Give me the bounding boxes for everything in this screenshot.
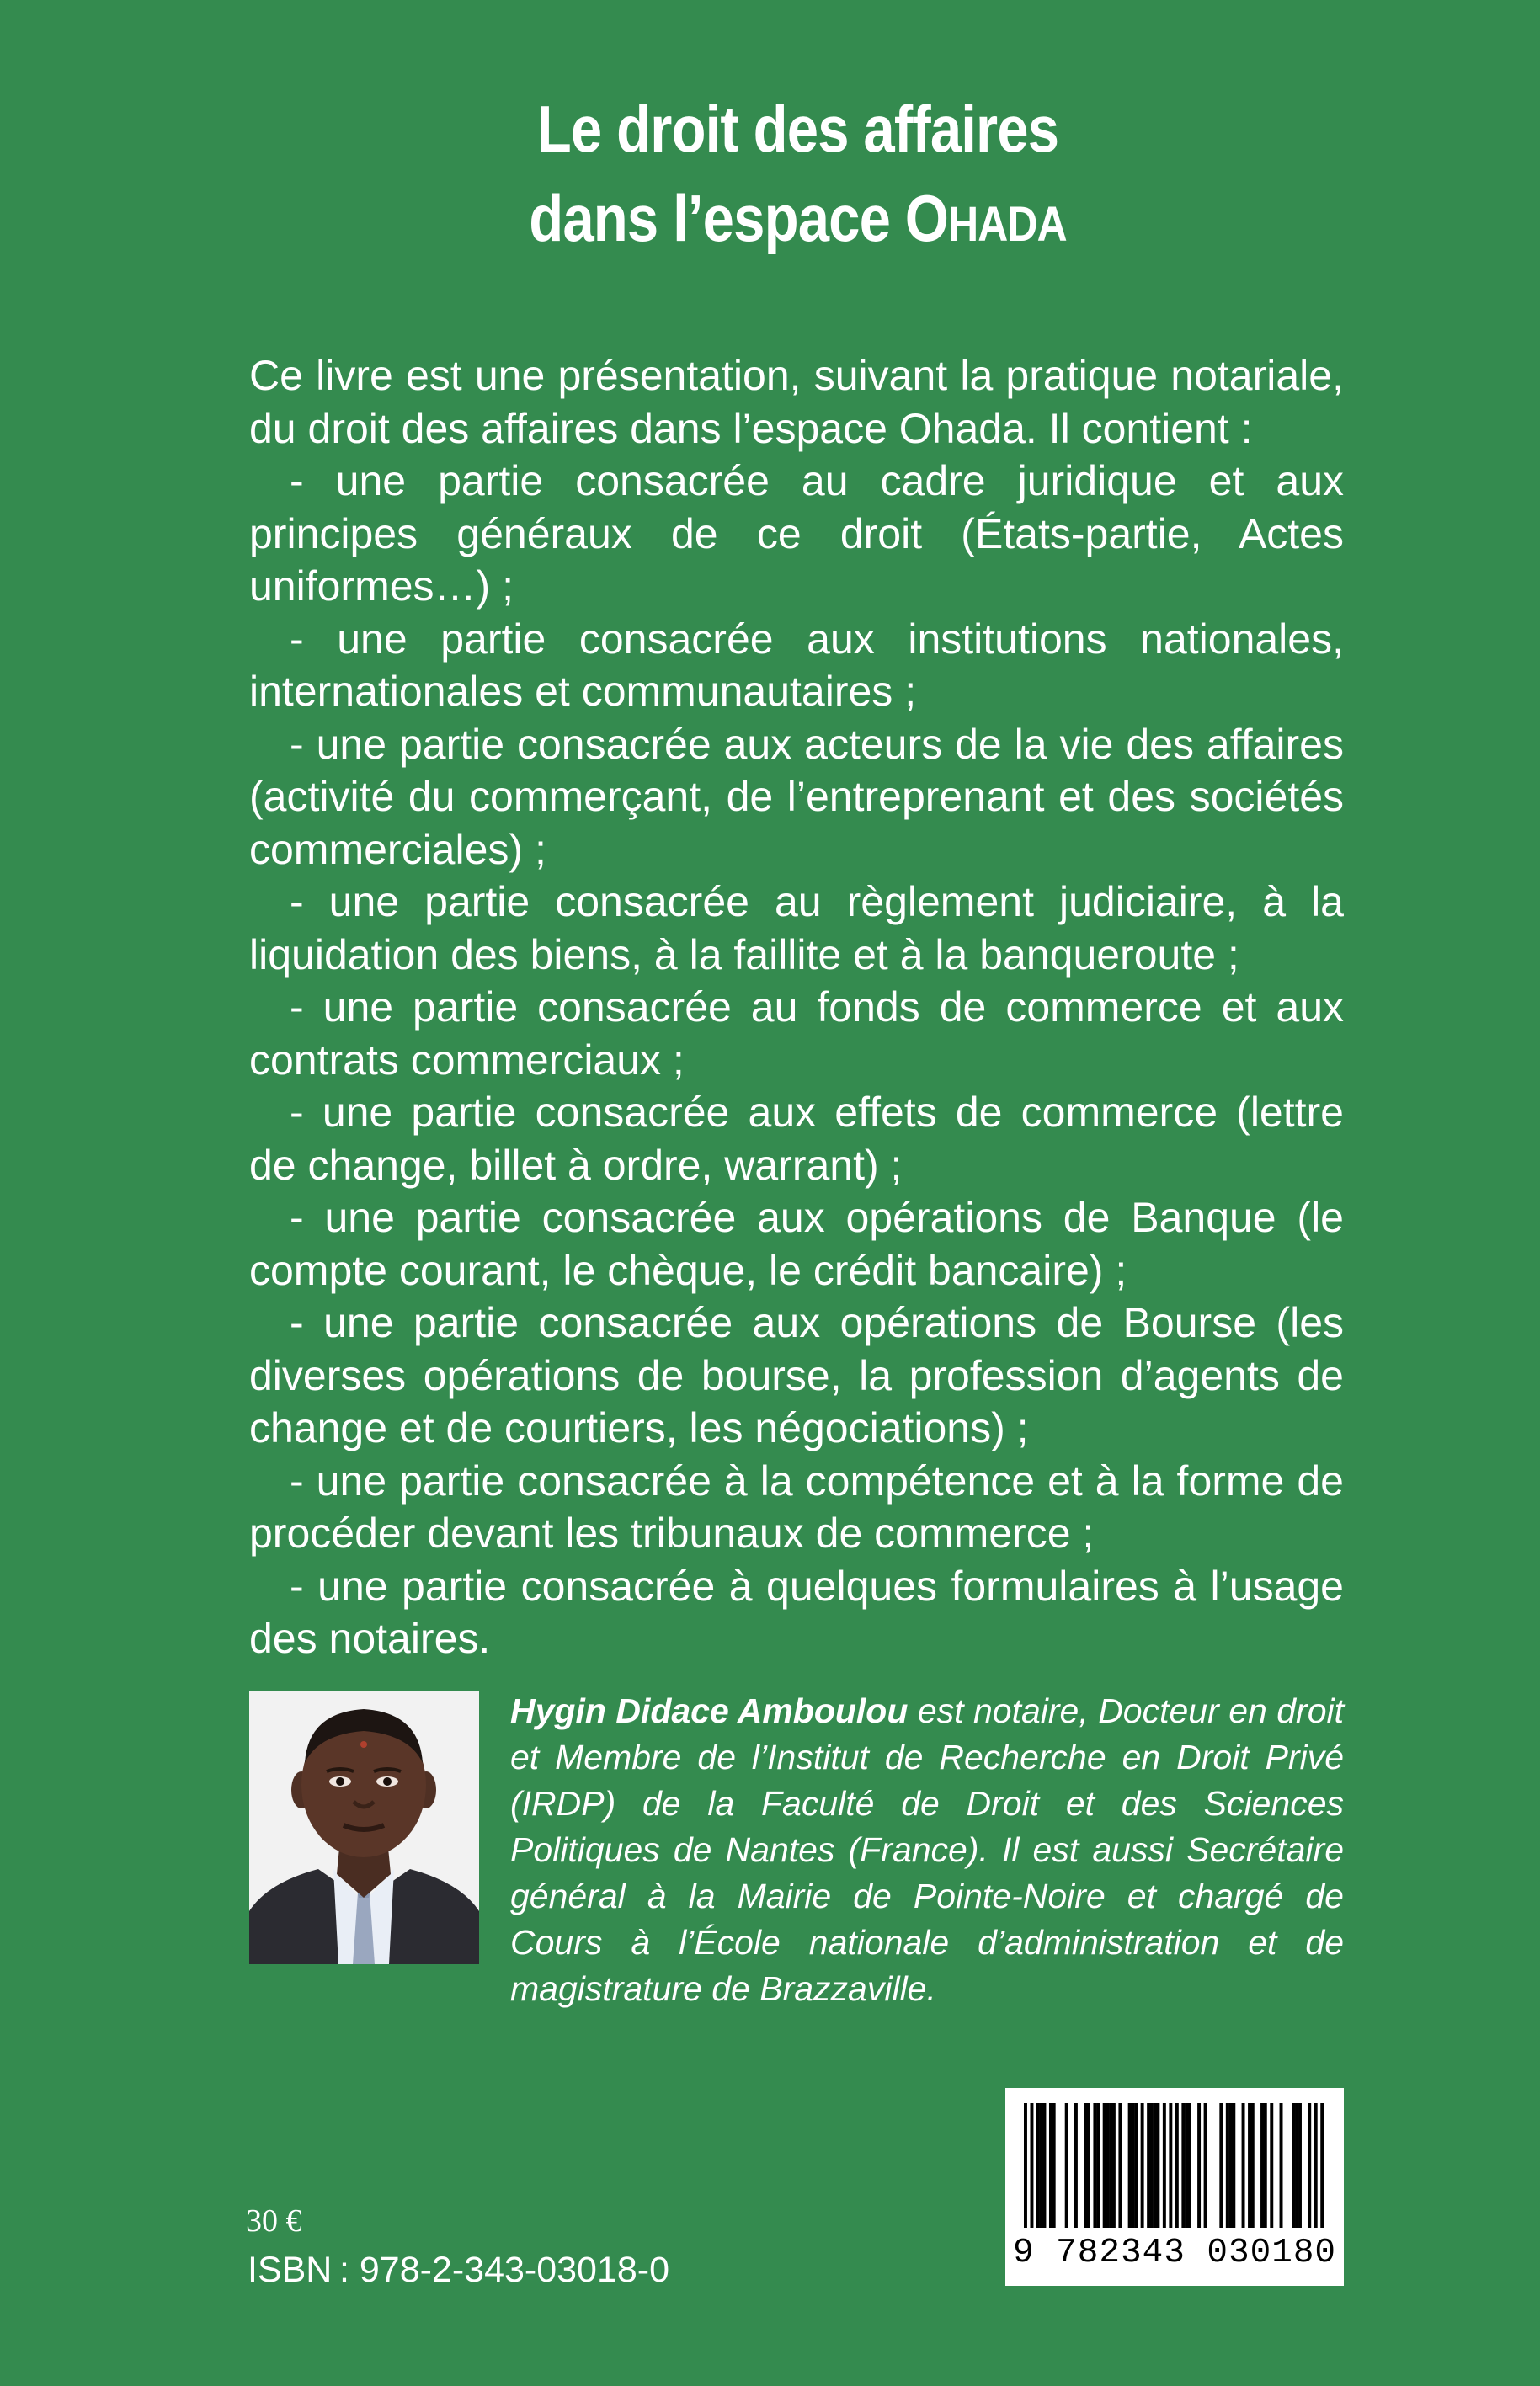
- barcode-bar: [1084, 2103, 1087, 2228]
- description-item-5: - une partie consacrée au fonds de commerce et aux contrats commerciaux ;: [249, 983, 1344, 1084]
- book-title-line-2-prefix: dans l’espace: [529, 181, 905, 255]
- book-title: [112, 84, 1484, 269]
- description-item-9: - une partie consacrée à la compétence et à la forme de procéder devant les tribunaux de commerce ;: [249, 1457, 1344, 1557]
- book-description: [249, 349, 1344, 1665]
- barcode-bar: [1295, 2103, 1298, 2228]
- barcode-bar: [1292, 2103, 1296, 2228]
- barcode-bar: [1141, 2103, 1144, 2228]
- barcode-bar: [1280, 2103, 1283, 2228]
- barcode-bar: [1106, 2103, 1109, 2228]
- description-item-3: - une partie consacrée aux acteurs de la vie des affaires (activité du commerçant, de l’entreprenant et des sociétés commerciales) ;: [249, 720, 1344, 873]
- barcode-bar: [1103, 2103, 1106, 2228]
- barcode-bar: [1264, 2103, 1267, 2228]
- barcode-bar: [1128, 2103, 1132, 2228]
- barcode-bar: [1314, 2103, 1318, 2228]
- author-bio: [510, 1688, 1344, 2012]
- barcode-bar: [1036, 2103, 1040, 2228]
- barcode-bar: [1131, 2103, 1134, 2228]
- barcode-bar: [1320, 2103, 1324, 2228]
- barcode-bar: [1156, 2103, 1159, 2228]
- barcode-bar: [1134, 2103, 1138, 2228]
- author-name: Hygin Didace Amboulou: [510, 1691, 909, 1730]
- description-intro: Ce livre est une présentation, suivant la pratique notariale, du droit des affaires dans l’espace Ohada. Il contient :: [249, 352, 1344, 452]
- barcode-bar: [1065, 2103, 1068, 2228]
- barcode-bar: [1093, 2103, 1096, 2228]
- barcode-bar: [1219, 2103, 1223, 2228]
- barcode-bar: [1096, 2103, 1100, 2228]
- barcode-bar: [1042, 2103, 1046, 2228]
- barcode-bar: [1308, 2103, 1311, 2228]
- barcode-bar: [1074, 2103, 1078, 2228]
- barcode-bar: [1270, 2103, 1273, 2228]
- barcode-bar: [1040, 2103, 1043, 2228]
- barcode-bar: [1188, 2103, 1191, 2228]
- barcode-bar: [1232, 2103, 1235, 2228]
- price: 30 €: [246, 2203, 302, 2239]
- barcode-bar: [1087, 2103, 1090, 2228]
- author-photo: [249, 1691, 479, 1964]
- barcode-bar: [1024, 2103, 1027, 2228]
- barcode-bar: [1226, 2103, 1229, 2228]
- book-title-line-2: [112, 173, 1484, 269]
- barcode: [1005, 2088, 1344, 2286]
- barcode-bars: [1024, 2103, 1324, 2228]
- barcode-bar: [1229, 2103, 1233, 2228]
- barcode-bar: [1169, 2103, 1172, 2228]
- book-title-line-1: Le droit des affaires: [536, 92, 1059, 166]
- barcode-bar: [1112, 2103, 1116, 2228]
- barcode-bar: [1181, 2103, 1185, 2228]
- book-title-brand-initial: O: [904, 181, 949, 255]
- description-item-1: - une partie consacrée au cadre juridique et aux principes généraux de ce droit (États-partie, Actes uniformes…) ;: [249, 457, 1344, 610]
- barcode-bar: [1049, 2103, 1052, 2228]
- barcode-bar: [1147, 2103, 1150, 2228]
- barcode-bar: [1298, 2103, 1302, 2228]
- barcode-bar: [1052, 2103, 1056, 2228]
- description-item-10: - une partie consacrée à quelques formulaires à l’usage des notaires.: [249, 1562, 1344, 1662]
- barcode-bar: [1175, 2103, 1179, 2228]
- author-bio-text: est notaire, Docteur en droit et Membre de l’Institut de Recherche en Droit Privé (IRDP) de la Faculté de Droit et des Sciences Politiques de Nantes (France). Il est aussi Secrétaire général à la Mairie de Pointe-Noire et chargé de Cours à l’École nationale d’administration et de magistrature de Brazzaville.: [510, 1691, 1345, 2008]
- barcode-bar: [1030, 2103, 1033, 2228]
- description-item-6: - une partie consacrée aux effets de commerce (lettre de change, billet à ordre, warrant) ;: [249, 1089, 1344, 1189]
- barcode-number: 9 782343 030180: [1012, 2234, 1337, 2272]
- barcode-bar: [1185, 2103, 1188, 2228]
- description-item-8: - une partie consacrée aux opérations de Bourse (les diverses opérations de bourse, la profession d’agents de change et de courtiers, les négociations) ;: [249, 1299, 1344, 1451]
- book-title-brand-rest: HADA: [948, 197, 1067, 252]
- barcode-bar: [1197, 2103, 1201, 2228]
- description-item-4: - une partie consacrée au règlement judiciaire, à la liquidation des biens, à la faillite et à la banqueroute ;: [249, 878, 1344, 978]
- barcode-bar: [1248, 2103, 1251, 2228]
- author-portrait-illustration: [249, 1691, 479, 1964]
- barcode-bar: [1242, 2103, 1245, 2228]
- barcode-bar: [1204, 2103, 1207, 2228]
- isbn: ISBN : 978-2-343-03018-0: [248, 2250, 670, 2290]
- description-item-2: - une partie consacrée aux institutions nationales, internationales et communautaires ;: [249, 615, 1344, 715]
- barcode-bar: [1154, 2103, 1157, 2228]
- barcode-bar: [1163, 2103, 1166, 2228]
- barcode-bar: [1251, 2103, 1255, 2228]
- barcode-bar: [1260, 2103, 1264, 2228]
- barcode-bar: [1109, 2103, 1112, 2228]
- description-item-7: - une partie consacrée aux opérations de Banque (le compte courant, le chèque, le crédit bancaire) ;: [249, 1194, 1344, 1294]
- barcode-bar: [1150, 2103, 1154, 2228]
- barcode-bar: [1118, 2103, 1122, 2228]
